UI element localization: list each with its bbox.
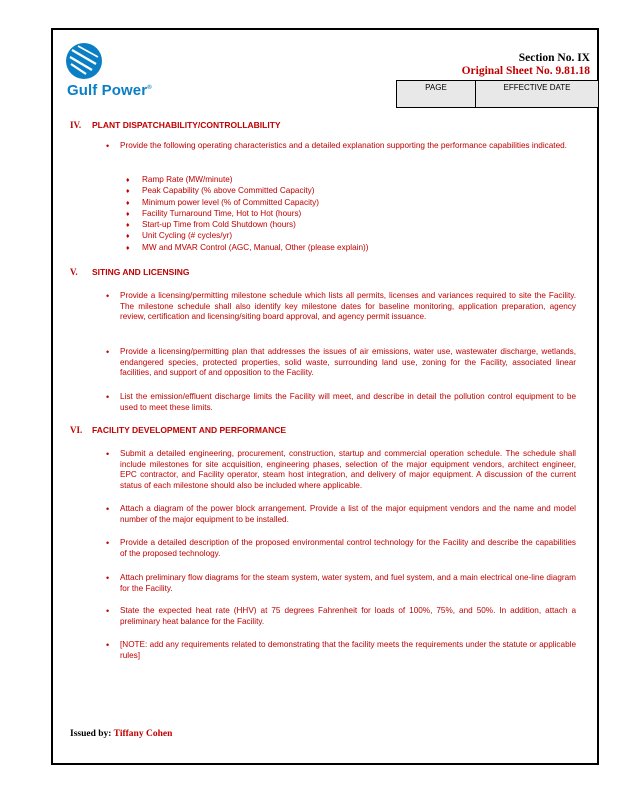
diamond-bullet-icon: ♦ [126, 199, 130, 207]
section-v-bullet-1: Provide a licensing/permitting milestone schedule which lists all permits, licenses and variances required to site the Facility. The milestone schedule shall also identify key milestone dates for baseline monitoring, application preparation, agency review, certification and licensing/siting board approval, and agency permit issuance. [120, 291, 576, 322]
effective-date-cell: EFFECTIVE DATE [476, 81, 599, 108]
diamond-bullet-icon: ♦ [126, 222, 130, 230]
list-item: ♦ Peak Capability (% above Committed Capacity) [126, 185, 368, 196]
list-item: ♦ MW and MVAR Control (AGC, Manual, Other (please explain)) [126, 242, 368, 253]
page-cell: PAGE [397, 81, 476, 108]
section-v-bullet-3: List the emission/effluent discharge limits the Facility will meet, and describe in detail the pollution control equipment to be used to meet these limits. [120, 392, 576, 412]
diamond-bullet-icon: ♦ [126, 177, 130, 184]
gulf-power-logo-icon [58, 40, 208, 110]
section-iv-heading: IV. PLANT DISPATCHABILITY/CONTROLLABILITY [70, 120, 281, 130]
section-vi-bullet-1: Submit a detailed engineering, procurement, construction, startup and commercial operation schedule. The schedule shall include milestones for site acquisition, engineering phases, selection of the major equipment vendors, architect engineer, EPC contractor, and Facility operator, steam host integration, and delivery of major equipment. A discussion of the current status of each milestone should also be included where applicable. [120, 449, 576, 490]
list-item: ♦ Start-up Time from Cold Shutdown (hours) [126, 219, 368, 230]
issued-by: Issued by: Tiffany Cohen [70, 729, 173, 739]
bullet-icon: • [106, 291, 110, 301]
bullet-icon: • [106, 141, 110, 151]
bullet-icon: • [106, 504, 110, 514]
diamond-bullet-icon: ♦ [126, 188, 130, 196]
header-info-table [396, 80, 599, 108]
list-item: ♦ Facility Turnaround Time, Hot to Hot (hours) [126, 208, 368, 219]
diamond-bullet-icon: ♦ [126, 210, 130, 218]
section-vi-heading: VI. FACILITY DEVELOPMENT AND PERFORMANCE [70, 425, 287, 435]
diamond-bullet-icon: ♦ [126, 233, 130, 241]
section-iv-intro: Provide the following operating characteristics and a detailed explanation supporting the performance capabilities indicated. [120, 141, 567, 150]
operating-characteristics-list [126, 174, 368, 253]
list-item: ♦ Unit Cycling (# cycles/yr) [126, 230, 368, 241]
section-vi-bullet-5: State the expected heat rate (HHV) at 75 degrees Fahrenheit for loads of 100%, 75%, and 50%. In addition, attach a preliminary heat balance for the Facility. [120, 606, 576, 626]
bullet-icon: • [106, 392, 110, 402]
logo-wordmark: Gulf Power® [67, 82, 152, 99]
section-vi-bullet-4: Attach preliminary flow diagrams for the steam system, water system, and fuel system, and a main electrical one-line diagram for the Facility. [120, 573, 576, 593]
issuer-name: Tiffany Cohen [113, 729, 173, 739]
sheet-number: Original Sheet No. 9.81.18 [461, 65, 590, 77]
bullet-icon: • [106, 347, 110, 357]
bullet-icon: • [106, 640, 110, 650]
bullet-icon: • [106, 538, 110, 548]
section-vi-bullet-6: [NOTE: add any requirements related to demonstrating that the facility meets the requirements under the statute or applicable rules] [120, 640, 576, 660]
section-vi-bullet-3: Provide a detailed description of the proposed environmental control technology for the Facility and describe the capabilities of the proposed technology. [120, 538, 576, 558]
diamond-bullet-icon: ♦ [126, 244, 130, 252]
list-item: ♦ Ramp Rate (MW/minute) [126, 174, 368, 185]
section-v-heading: V. SITING AND LICENSING [70, 267, 190, 277]
bullet-icon: • [106, 573, 110, 583]
list-item: ♦ Minimum power level (% of Committed Capacity) [126, 197, 368, 208]
section-v-bullet-2: Provide a licensing/permitting plan that addresses the issues of air emissions, water use, wastewater discharge, wetlands, endangered species, protected properties, solid waste, surrounding land use, zoning for the Facility, associated linear facilities, and support of and opposition to the Facility. [120, 347, 576, 378]
section-vi-bullet-2: Attach a diagram of the power block arrangement. Provide a list of the major equipment vendors and the name and model number of the major equipment to be installed. [120, 504, 576, 524]
bullet-icon: • [106, 606, 110, 616]
bullet-icon: • [106, 449, 110, 459]
section-number: Section No. IX [518, 52, 590, 64]
